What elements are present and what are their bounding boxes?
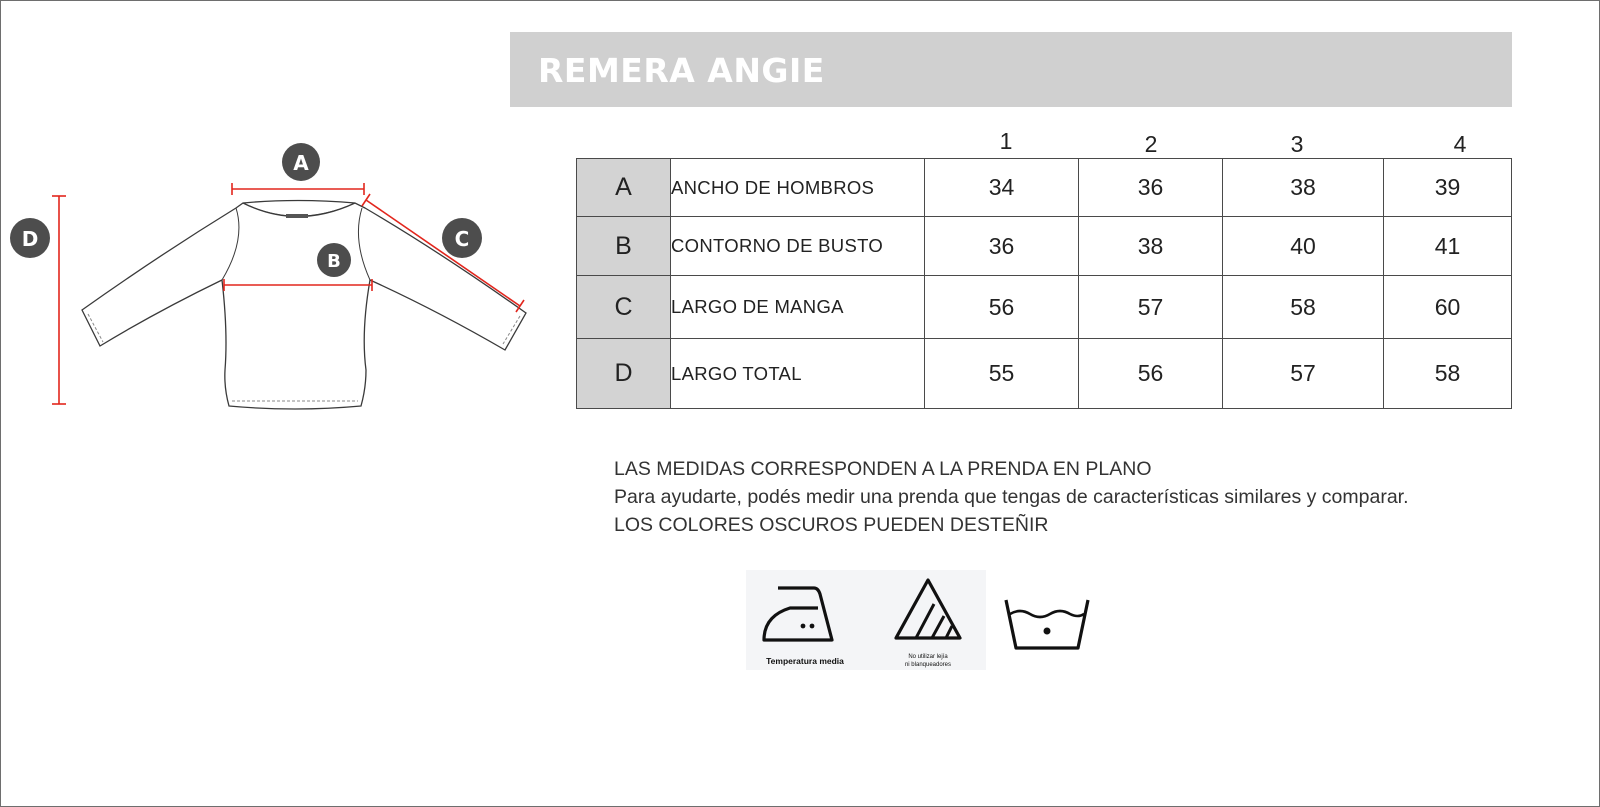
row-measure: CONTORNO DE BUSTO (671, 217, 925, 276)
table-row (577, 217, 1512, 276)
page-title: REMERA ANGIE (538, 51, 825, 90)
note-dark-colors: LOS COLORES OSCUROS PUEDEN DESTEÑIR (614, 514, 1049, 536)
table-row (577, 159, 1512, 217)
care-iron (746, 570, 870, 670)
bleach-label-line1: No utilizar lejía (908, 654, 948, 660)
cell-value: 57 (1079, 276, 1223, 339)
cell-value: 36 (925, 217, 1079, 276)
cell-value: 60 (1384, 276, 1512, 339)
iron-icon (746, 570, 870, 650)
measure-tick (362, 194, 370, 206)
cell-value: 56 (925, 276, 1079, 339)
badge-a (282, 143, 320, 181)
cell-value: 38 (1079, 217, 1223, 276)
garment-diagram (0, 130, 540, 420)
row-measure: ANCHO DE HOMBROS (671, 159, 925, 217)
row-measure: LARGO TOTAL (671, 339, 925, 409)
table-row (577, 276, 1512, 339)
size-header-2: 2 (1144, 131, 1158, 157)
title-band (510, 32, 1512, 107)
note-flat-measure: LAS MEDIDAS CORRESPONDEN A LA PRENDA EN PLANO (614, 458, 1152, 480)
size-header-3: 3 (1290, 131, 1304, 157)
cell-value: 38 (1223, 159, 1384, 217)
size-header-1: 1 (999, 128, 1013, 154)
badge-a-letter: A (293, 151, 309, 175)
badge-b-letter: B (327, 251, 341, 272)
wash-tub-icon (986, 570, 1110, 670)
cell-value: 36 (1079, 159, 1223, 217)
cell-value: 56 (1079, 339, 1223, 409)
care-instructions (746, 570, 1110, 670)
size-header-4: 4 (1453, 131, 1467, 157)
bleach-label-line2: ni blanqueadores (904, 662, 952, 668)
bleach-label (870, 653, 986, 669)
row-code: A (577, 159, 671, 217)
neck-tag (286, 214, 308, 218)
badge-b (317, 243, 351, 277)
cell-value: 34 (925, 159, 1079, 217)
cell-value: 39 (1384, 159, 1512, 217)
notes-block (614, 455, 1409, 539)
row-code: B (577, 217, 671, 276)
badge-d-letter: D (21, 227, 39, 251)
iron-label: Temperatura media (766, 656, 844, 666)
cell-value: 55 (925, 339, 1079, 409)
cell-value: 58 (1384, 339, 1512, 409)
note-compare: Para ayudarte, podés medir una prenda que tengas de características similares y comparar. (614, 486, 1409, 508)
cell-value: 40 (1223, 217, 1384, 276)
no-bleach-icon (870, 570, 986, 650)
row-measure: LARGO DE MANGA (671, 276, 925, 339)
size-table (576, 158, 1512, 409)
badge-c (442, 218, 482, 258)
row-code: C (577, 276, 671, 339)
table-row (577, 339, 1512, 409)
cell-value: 41 (1384, 217, 1512, 276)
badge-d (10, 218, 50, 258)
row-code: D (577, 339, 671, 409)
care-wash (986, 570, 1110, 670)
cell-value: 58 (1223, 276, 1384, 339)
care-bleach (870, 570, 986, 670)
cell-value: 57 (1223, 339, 1384, 409)
badge-c-letter: C (454, 227, 470, 251)
